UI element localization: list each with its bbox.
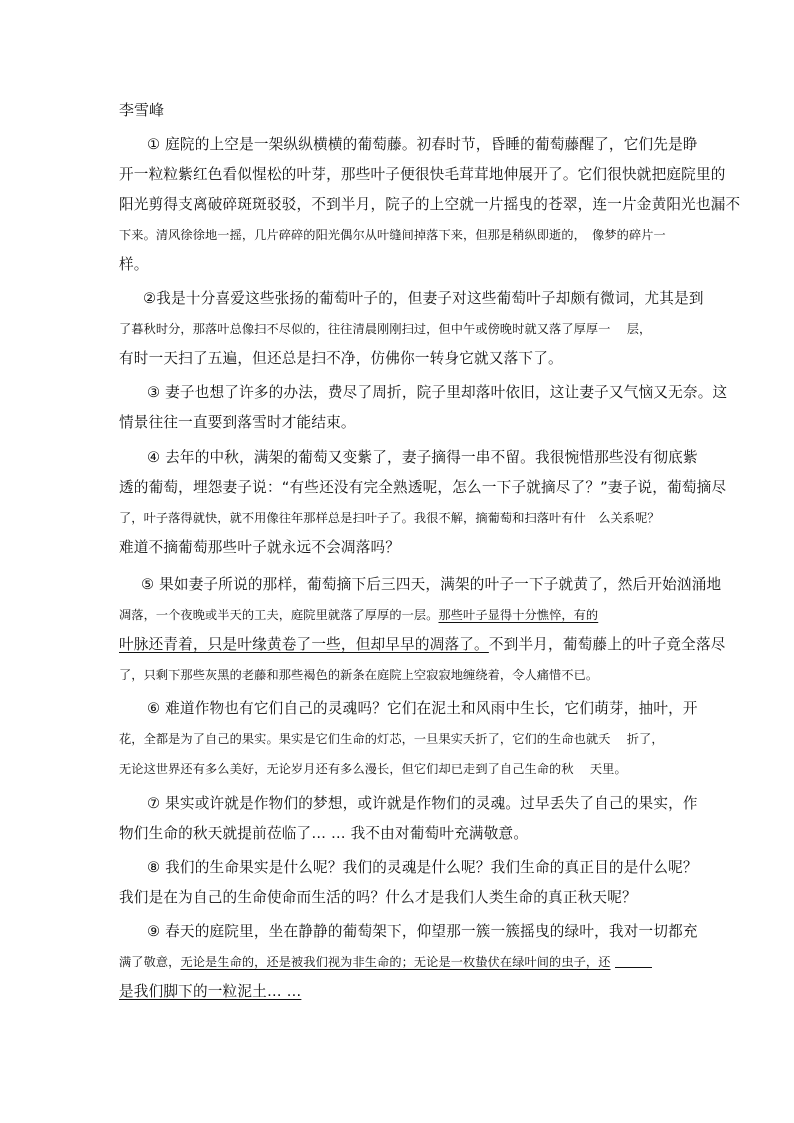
text-line: 阳光剪得支离破碎斑斑驳驳，不到半月，院子的上空就一片摇曳的苍翠，连一片金黄阳光也漏不: [119, 196, 741, 213]
text-line: ④ 去年的中秋，满架的葡萄又变紫了，妻子摘得一串不留。我很惋惜那些没有彻底紫: [147, 449, 698, 466]
text-line: ②我是十分喜爱这些张扬的葡萄叶子的，但妻子对这些葡萄叶子却颇有微词，尤其是到: [143, 290, 704, 307]
text-line: 我们是在为自己的生命使命而生活的吗？什么才是我们人类生命的真正秋天呢？: [119, 889, 637, 906]
paragraph-6: [119, 694, 698, 784]
paragraph-2: [119, 284, 704, 374]
author-name: 李雪峰: [119, 101, 165, 119]
text-line: ③ 妻子也想了许多的办法，费尽了周折，院子里却落叶依旧，这让妻子又气恼又无奈。这: [147, 384, 728, 401]
underlined-segment: 叶脉还青着，只是叶缘黄卷了一些，但却早早的凋落了。: [119, 636, 489, 653]
text-line: ⑦ 果实或许就是作物们的梦想，或许就是作物们的灵魂。过早丢失了自己的果实，作: [147, 795, 698, 812]
text-line: ⑤ 果如妻子所说的那样，葡萄摘下后三四天，满架的叶子一下子就黄了，然后开始汹涌地: [141, 576, 722, 593]
text-line: 难道不摘葡萄那些叶子就永远不会凋落吗？: [119, 539, 401, 556]
text-segment: 不到半月，葡萄藤上的叶子竟全落尽: [488, 636, 726, 653]
text-line: 下来。清风徐徐地一摇，几片碎碎的阳光偶尔从叶缝间掉落下来，但那是稍纵即逝的， 像梦的碎片一: [119, 228, 666, 242]
paragraph-1: [119, 130, 741, 280]
text-line: 了暮秋时分，那落叶总像扫不尽似的，往往清晨刚刚扫过，但中午或傍晚时就又落了厚厚一 层，: [119, 322, 652, 336]
paragraph-8: [119, 853, 698, 913]
text-line: 了，叶子落得就快，就不用像往年那样总是扫叶子了。我很不解，摘葡萄和扫落叶有什 么关系呢？: [119, 511, 660, 525]
text-line: [119, 977, 679, 1007]
text-line: 有时一天扫了五遍，但还总是扫不净，仿佛你一转身它就又落下了。: [119, 350, 563, 367]
text-line: [119, 630, 726, 660]
underline-rule: [615, 967, 652, 968]
text-line: ⑨ 春天的庭院里，坐在静静的葡萄架下，仰望那一簇一簇摇曳的绿叶，我对一切都充: [147, 923, 698, 940]
text-line: 透的葡萄，埋怨妻子说：“有些还没有完全熟透呢，怎么一下子就摘尽了？”妻子说，葡萄摘尽: [119, 479, 727, 496]
text-line: ⑧ 我们的生命果实是什么呢？我们的灵魂是什么呢？我们生命的真正目的是什么呢？: [147, 859, 698, 876]
text-line: [119, 600, 679, 630]
underlined-segment: 那些叶子显得十分憔悴，有的: [438, 608, 599, 622]
paragraph-3: [119, 378, 728, 438]
text-segment: 满了敬意，: [119, 955, 181, 969]
paragraph-4: [119, 443, 727, 563]
text-line: 物们生命的秋天就提前莅临了… … 我不由对葡萄叶充满敬意。: [119, 825, 529, 842]
paragraph-5: [119, 570, 726, 690]
text-line: 样。: [119, 256, 149, 273]
paragraph-9: [119, 917, 698, 1007]
text-line: 开一粒粒紫红色看似惺松的叶芽，那些叶子便很快毛茸茸地伸展开了。它们很快就把庭院里的: [119, 166, 726, 183]
text-line: [119, 947, 679, 977]
text-line: 了，只剩下那些灰黑的老藤和那些褐色的新条在庭院上空寂寂地缠绕着，令人痛惜不已。: [119, 668, 599, 682]
text-line: ⑥ 难道作物也有它们自己的灵魂吗？它们在泥土和风雨中生长，它们萌芽，抽叶，开: [147, 700, 698, 717]
underlined-segment: 无论是生命的，还是被我们视为非生命的；无论是一枚蛰伏在绿叶间的虫子，还: [180, 955, 611, 969]
text-line: 情景往往一直要到落雪时才能结束。: [119, 414, 356, 431]
text-segment: 凋落，一个夜晚或半天的工夫，庭院里就落了厚厚的一层。: [119, 608, 439, 622]
text-line: 无论这世界还有多么美好，无论岁月还有多么漫长，但它们却已走到了自己生命的秋 天里。: [119, 762, 627, 776]
text-line: 花，全都是为了自己的果实。果实是它们生命的灯芯，一旦果实夭折了，它们的生命也就夭 折了，: [119, 732, 664, 746]
text-line: ① 庭院的上空是一架纵纵横横的葡萄藤。初春时节，昏睡的葡萄藤醒了，它们先是睁: [147, 136, 698, 153]
underlined-segment: 是我们脚下的一粒泥土… …: [119, 983, 302, 1000]
paragraph-7: [119, 789, 698, 849]
